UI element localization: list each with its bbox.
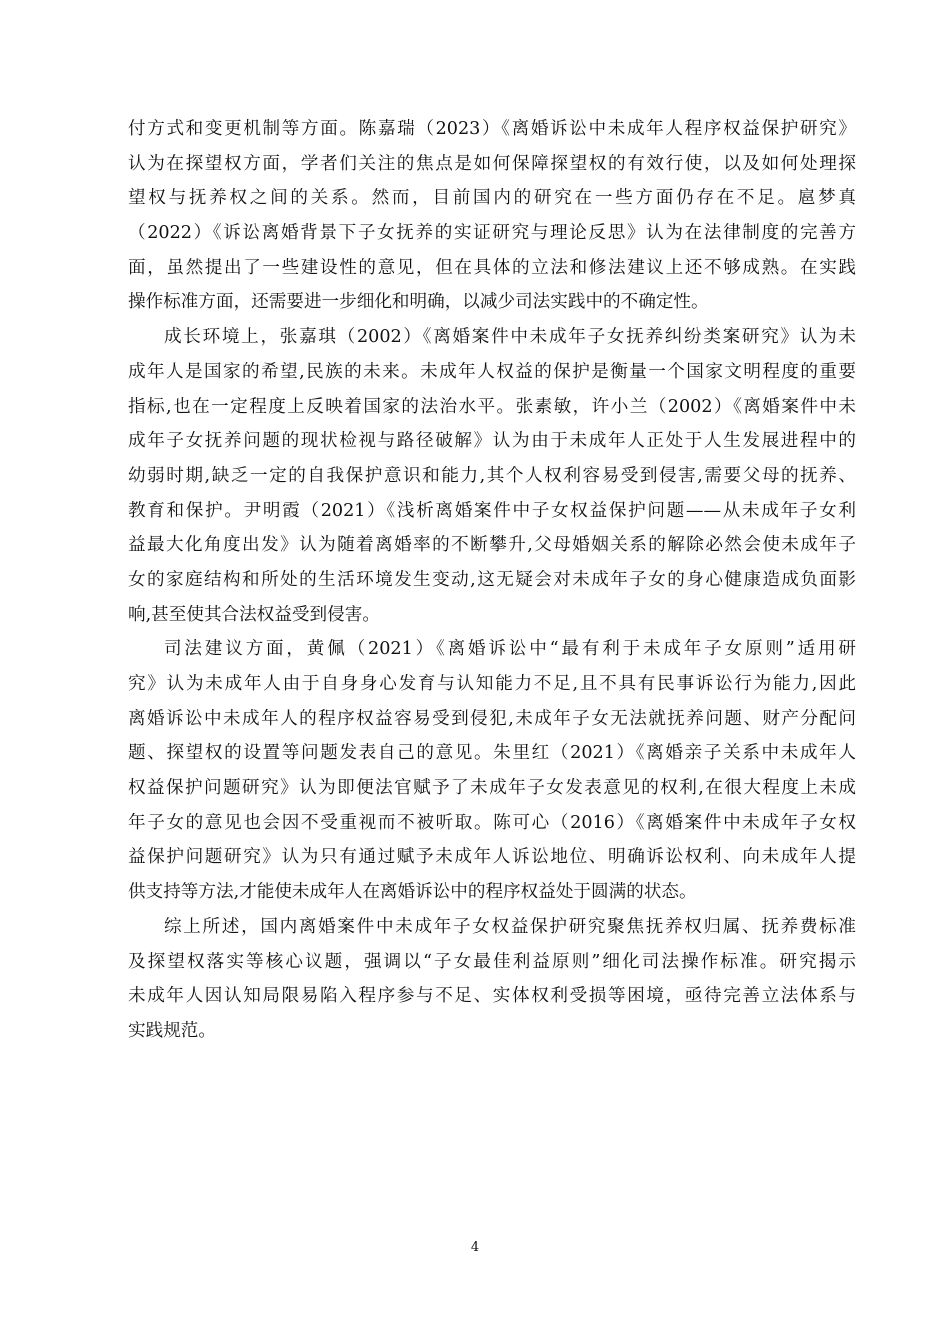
paragraph-4-line-2: 及探望权落实等核心议题，强调以“子女最佳利益原则”细化司法操作标准。研究揭示 [128,951,856,972]
paragraph-1-line-5: 面，虽然提出了一些建设性的意见，但在具体的立法和修法建议上还不够成熟。在实践 [128,257,856,278]
body-text [128,112,856,1049]
paragraph-1-line-1: 付方式和变更机制等方面。陈嘉瑞（2023）《离婚诉讼中未成年人程序权益保护研究》 [128,119,856,139]
paragraph-3-line-8: 供支持等方法,才能使未成年人在离婚诉讼中的程序权益处于圆满的状态。 [128,882,697,903]
paragraph-2-line-3: 指标,也在一定程度上反映着国家的法治水平。张素敏，许小兰（2002）《离婚案件中未 [128,396,856,417]
paragraph-2-line-4: 成年子女抚养问题的现状检视与路径破解》认为由于未成年人正处于人生发展进程中的 [128,431,856,452]
paragraph-3-line-5: 权益保护问题研究》认为即便法官赋予了未成年子女发表意见的权利,在很大程度上未成 [128,778,856,799]
paragraph-1-line-2: 认为在探望权方面，学者们关注的焦点是如何保障探望权的有效行使，以及如何处理探 [128,153,856,174]
paragraph-2-line-2: 成年人是国家的希望,民族的未来。未成年人权益的保护是衡量一个国家文明程度的重要 [128,361,856,382]
paragraph-4-line-3: 未成年人因认知局限易陷入程序参与不足、实体权利受损等困境，亟待完善立法体系与 [128,986,856,1007]
paragraph-2-line-7: 益最大化角度出发》认为随着离婚率的不断攀升,父母婚姻关系的解除必然会使未成年子 [128,535,856,556]
paragraph-1-line-6: 操作标准方面，还需要进一步细化和明确，以减少司法实践中的不确定性。 [128,292,709,313]
paragraph-3-line-4: 题、探望权的设置等问题发表自己的意见。朱里红（2021）《离婚亲子关系中未成年人 [128,743,856,764]
paragraph-3-line-7: 益保护问题研究》认为只有通过赋予未成年人诉讼地位、明确诉讼权利、向未成年人提 [128,847,856,868]
paragraph-2-line-5: 幼弱时期,缺乏一定的自我保护意识和能力,其个人权利容易受到侵害,需要父母的抚养、 [128,465,856,486]
paragraph-1-line-4: （2022）《诉讼离婚背景下子女抚养的实证研究与理论反思》认为在法律制度的完善方 [128,223,856,244]
paragraph-2-line-9: 响,甚至使其合法权益受到侵害。 [128,604,380,625]
paragraph-2-line-8: 女的家庭结构和所处的生活环境发生变动,这无疑会对未成年子女的身心健康造成负面影 [128,569,856,590]
paragraph-1-line-3: 望权与抚养权之间的关系。然而，目前国内的研究在一些方面仍存在不足。扈梦真 [128,188,856,209]
page-number: 4 [470,1240,480,1255]
paragraph-2-line-1: 成长环境上，张嘉琪（2002）《离婚案件中未成年子女抚养纠纷类案研究》认为未 [164,327,856,348]
paragraph-4-line-1: 综上所述，国内离婚案件中未成年子女权益保护研究聚焦抚养权归属、抚养费标准 [164,916,856,937]
paragraph-4-line-4: 实践规范。 [128,1020,216,1041]
paragraph-3-line-1: 司法建议方面，黄佩（2021）《离婚诉讼中“最有利于未成年子女原则”适用研 [164,639,856,660]
paragraph-2-line-6: 教育和保护。尹明霞（2021）《浅析离婚案件中子女权益保护问题——从未成年子女利 [128,500,856,521]
paragraph-3-line-2: 究》认为未成年人由于自身身心发育与认知能力不足,且不具有民事诉讼行为能力,因此 [128,674,856,694]
paragraph-3-line-6: 年子女的意见也会因不受重视而不被听取。陈可心（2016）《离婚案件中未成年子女权 [128,812,856,833]
paragraph-3-line-3: 离婚诉讼中未成年人的程序权益容易受到侵犯,未成年子女无法就抚养问题、财产分配问 [128,708,856,729]
